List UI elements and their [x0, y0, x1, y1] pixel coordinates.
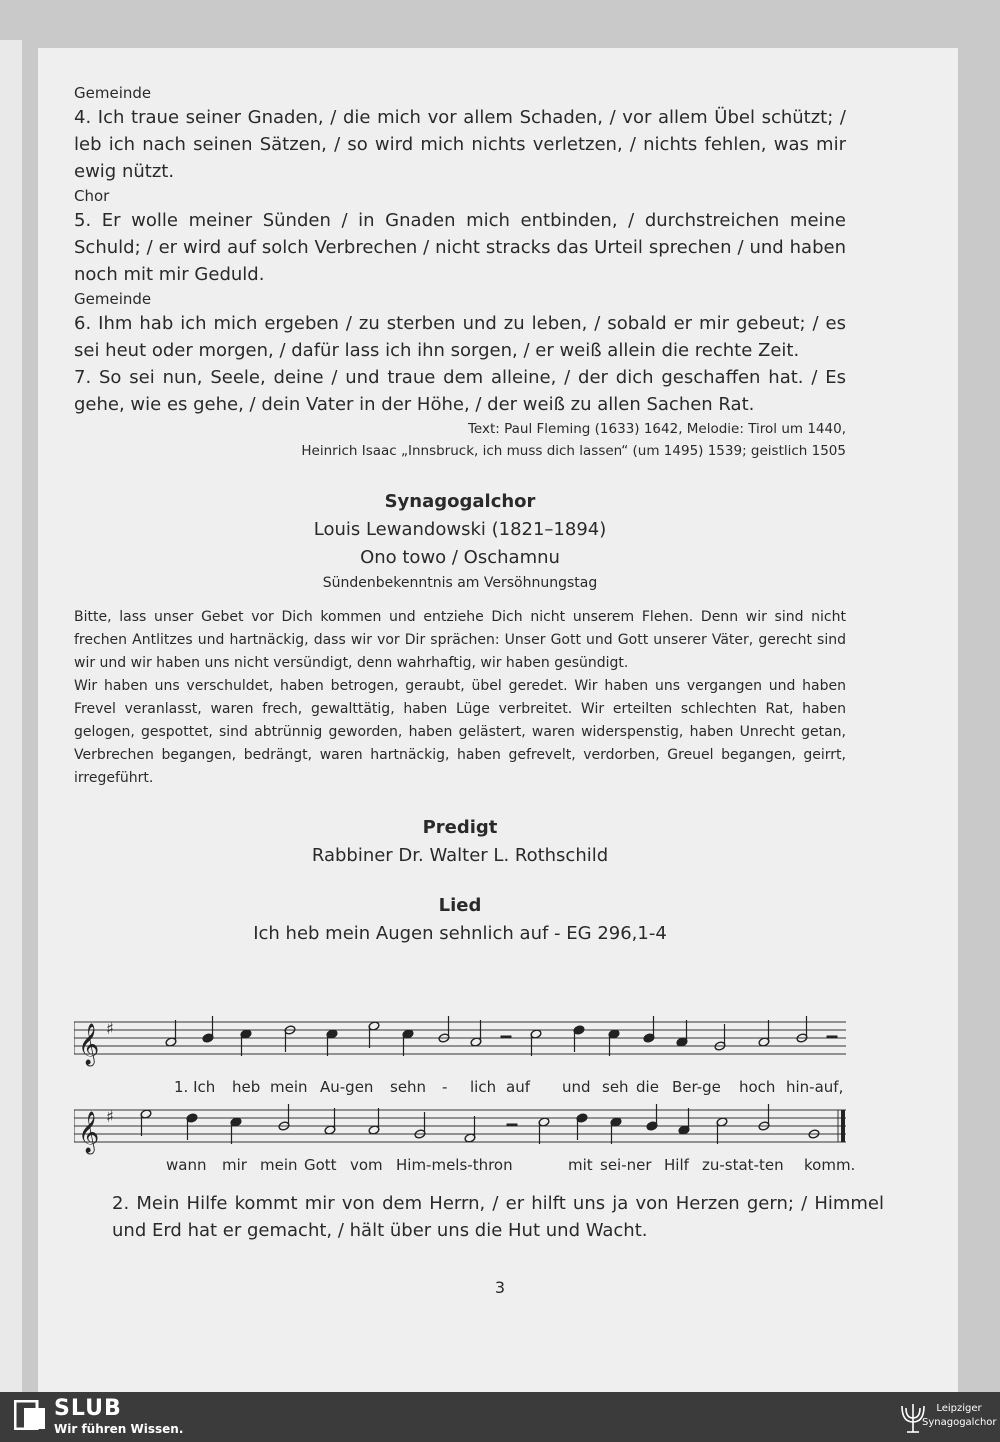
song-title: Ich heb mein Augen sehnlich auf - EG 296,1-4 [253, 923, 667, 944]
lyric-syllable: zu-stat-ten [702, 1156, 784, 1174]
choir-name-line-1: Leipziger [936, 1403, 982, 1414]
lyric-syllable: mein [260, 1156, 298, 1174]
verse-6-text: 6. Ihm hab ich mich ergeben / zu sterben und zu leben, / sobald er mir gebeut; / es sei heut oder morgen, / dafür lass ich ihn sorgen, / er weiß allein die rechte Zeit. [74, 313, 846, 361]
lyric-syllable: vom [350, 1156, 383, 1174]
adjacent-page-edge [0, 40, 22, 1392]
lyric-syllable: hin-auf, [786, 1078, 844, 1096]
verse-7-text: 7. So sei nun, Seele, deine / und traue dem alleine, / der dich geschaffen hat. / Es gehe, wie es gehe, / dein Vater in der Höhe, / der weiß zu allen Sachen Rat. [74, 367, 846, 415]
choir-name [922, 1402, 996, 1430]
lyric-syllable: 1. Ich [174, 1078, 216, 1096]
lyric-syllable: Au-gen [320, 1078, 374, 1096]
hymn-credit-line-1: Text: Paul Fleming (1633) 1642, Melodie: Tirol um 1440, [467, 421, 846, 437]
sermon-speaker: Rabbiner Dr. Walter L. Rothschild [311, 845, 609, 866]
rest-mark [827, 1036, 837, 1038]
music-staff-2 [74, 1100, 846, 1160]
library-name: SLUB [54, 1396, 122, 1421]
slub-logo-icon [14, 1400, 46, 1430]
rest-mark [501, 1036, 511, 1038]
verse-4-label: Gemeinde [74, 84, 152, 102]
lyric-syllable: mir [222, 1156, 247, 1174]
lyric-syllable: auf [506, 1078, 530, 1096]
verse-5-label: Chor [74, 187, 110, 205]
song-heading: Lied [438, 895, 482, 916]
sharp-icon: ♯ [106, 1107, 114, 1126]
lyric-syllable: und [562, 1078, 591, 1096]
sharp-icon: ♯ [106, 1019, 114, 1038]
choir-piece-title: Ono towo / Oschamnu [360, 547, 560, 568]
song-verse-2: 2. Mein Hilfe kommt mir von dem Herrn, / er hilft uns ja von Herzen gern; / Himmel und Erd hat er gemacht, / hält über uns die Hut und Wacht. [112, 1193, 884, 1241]
library-tagline: Wir führen Wissen. [54, 1422, 184, 1436]
page-number: 3 [494, 1278, 506, 1297]
lyric-syllable: lich [470, 1078, 497, 1096]
lyric-syllable: seh [602, 1078, 629, 1096]
lyric-syllable: mit [568, 1156, 593, 1174]
lyric-syllable: sei-ner [600, 1156, 652, 1174]
choir-text-paragraph-1: Bitte, lass unser Gebet vor Dich kommen und entziehe Dich nicht unserem Flehen. Denn wir sind nicht frechen Antlitzes und hartnäckig, dass wir vor Dir sprächen: Unser Gott und Gott unserer Väter, gerecht sind wir und wir haben uns nicht versündigt, denn wahrhaftig, wir haben gesündigt. [74, 609, 846, 671]
choir-name-line-2: Synagogalchor [922, 1417, 997, 1428]
treble-clef-icon: 𝄞 [78, 1112, 100, 1153]
lyric-syllable: Him-mels-thron [396, 1156, 513, 1174]
lyric-syllable: - [442, 1078, 448, 1096]
lyrics-line-2 [74, 1156, 856, 1178]
sermon-heading: Predigt [422, 817, 498, 838]
verse-5-text: 5. Er wolle meiner Sünden / in Gnaden mich entbinden, / durchstreichen meine Schuld; / er wird auf solch Verbrechen / nicht stracks das Urteil sprechen / und haben noch mit mir Geduld. [74, 210, 846, 285]
choir-piece-subtitle: Sündenbekenntnis am Versöhnungstag [322, 575, 598, 591]
lyric-syllable: Ber-ge [672, 1078, 721, 1096]
hymn-credit-line-2: Heinrich Isaac „Innsbruck, ich muss dich lassen“ (um 1495) 1539; geistlich 1505 [301, 443, 846, 459]
lyric-syllable: Gott [304, 1156, 337, 1174]
page-content [74, 82, 846, 948]
verse-4-text: 4. Ich traue seiner Gnaden, / die mich vor allem Schaden, / vor allem Übel schützt; / leb ich nach seinen Sätzen, / so wird mich nichts verletzen, / nichts fehlen, was mir ewig nützt. [74, 107, 846, 182]
lyric-syllable: Hilf [664, 1156, 689, 1174]
lyric-syllable: wann [166, 1156, 207, 1174]
choir-composer: Louis Lewandowski (1821–1894) [313, 519, 607, 540]
choir-text-paragraph-2: Wir haben uns verschuldet, haben betrogen, geraubt, übel geredet. Wir haben uns vergangen und haben Frevel veranlasst, waren frech, gewalttätig, haben Lüge verbreitet. Wir erteilten schlechten Rat, haben gelogen, gespottet, sind abtrünnig geworden, haben gelästert, waren widerspenstig, haben Unrecht getan, Verbrechen begangen, bedrängt, waren hartnäckig, haben gefrevelt, verdorben, Greuel begangen, geirrt, irregeführt. [74, 678, 846, 786]
final-barline [841, 1110, 845, 1142]
lyric-syllable: sehn [390, 1078, 427, 1096]
viewer-footer [0, 1392, 1000, 1442]
lyrics-line-1 [74, 1078, 846, 1100]
choir-heading: Synagogalchor [384, 491, 536, 512]
lyric-syllable: mein [270, 1078, 308, 1096]
music-staff-1 [74, 1012, 846, 1072]
lyric-syllable: die [636, 1078, 659, 1096]
lyric-syllable: komm. [804, 1156, 856, 1174]
treble-clef-icon: 𝄞 [78, 1024, 100, 1065]
verse-6-label: Gemeinde [74, 290, 152, 308]
lyric-syllable: hoch [739, 1078, 776, 1096]
lyric-syllable: heb [232, 1078, 261, 1096]
rest-mark [507, 1124, 517, 1126]
